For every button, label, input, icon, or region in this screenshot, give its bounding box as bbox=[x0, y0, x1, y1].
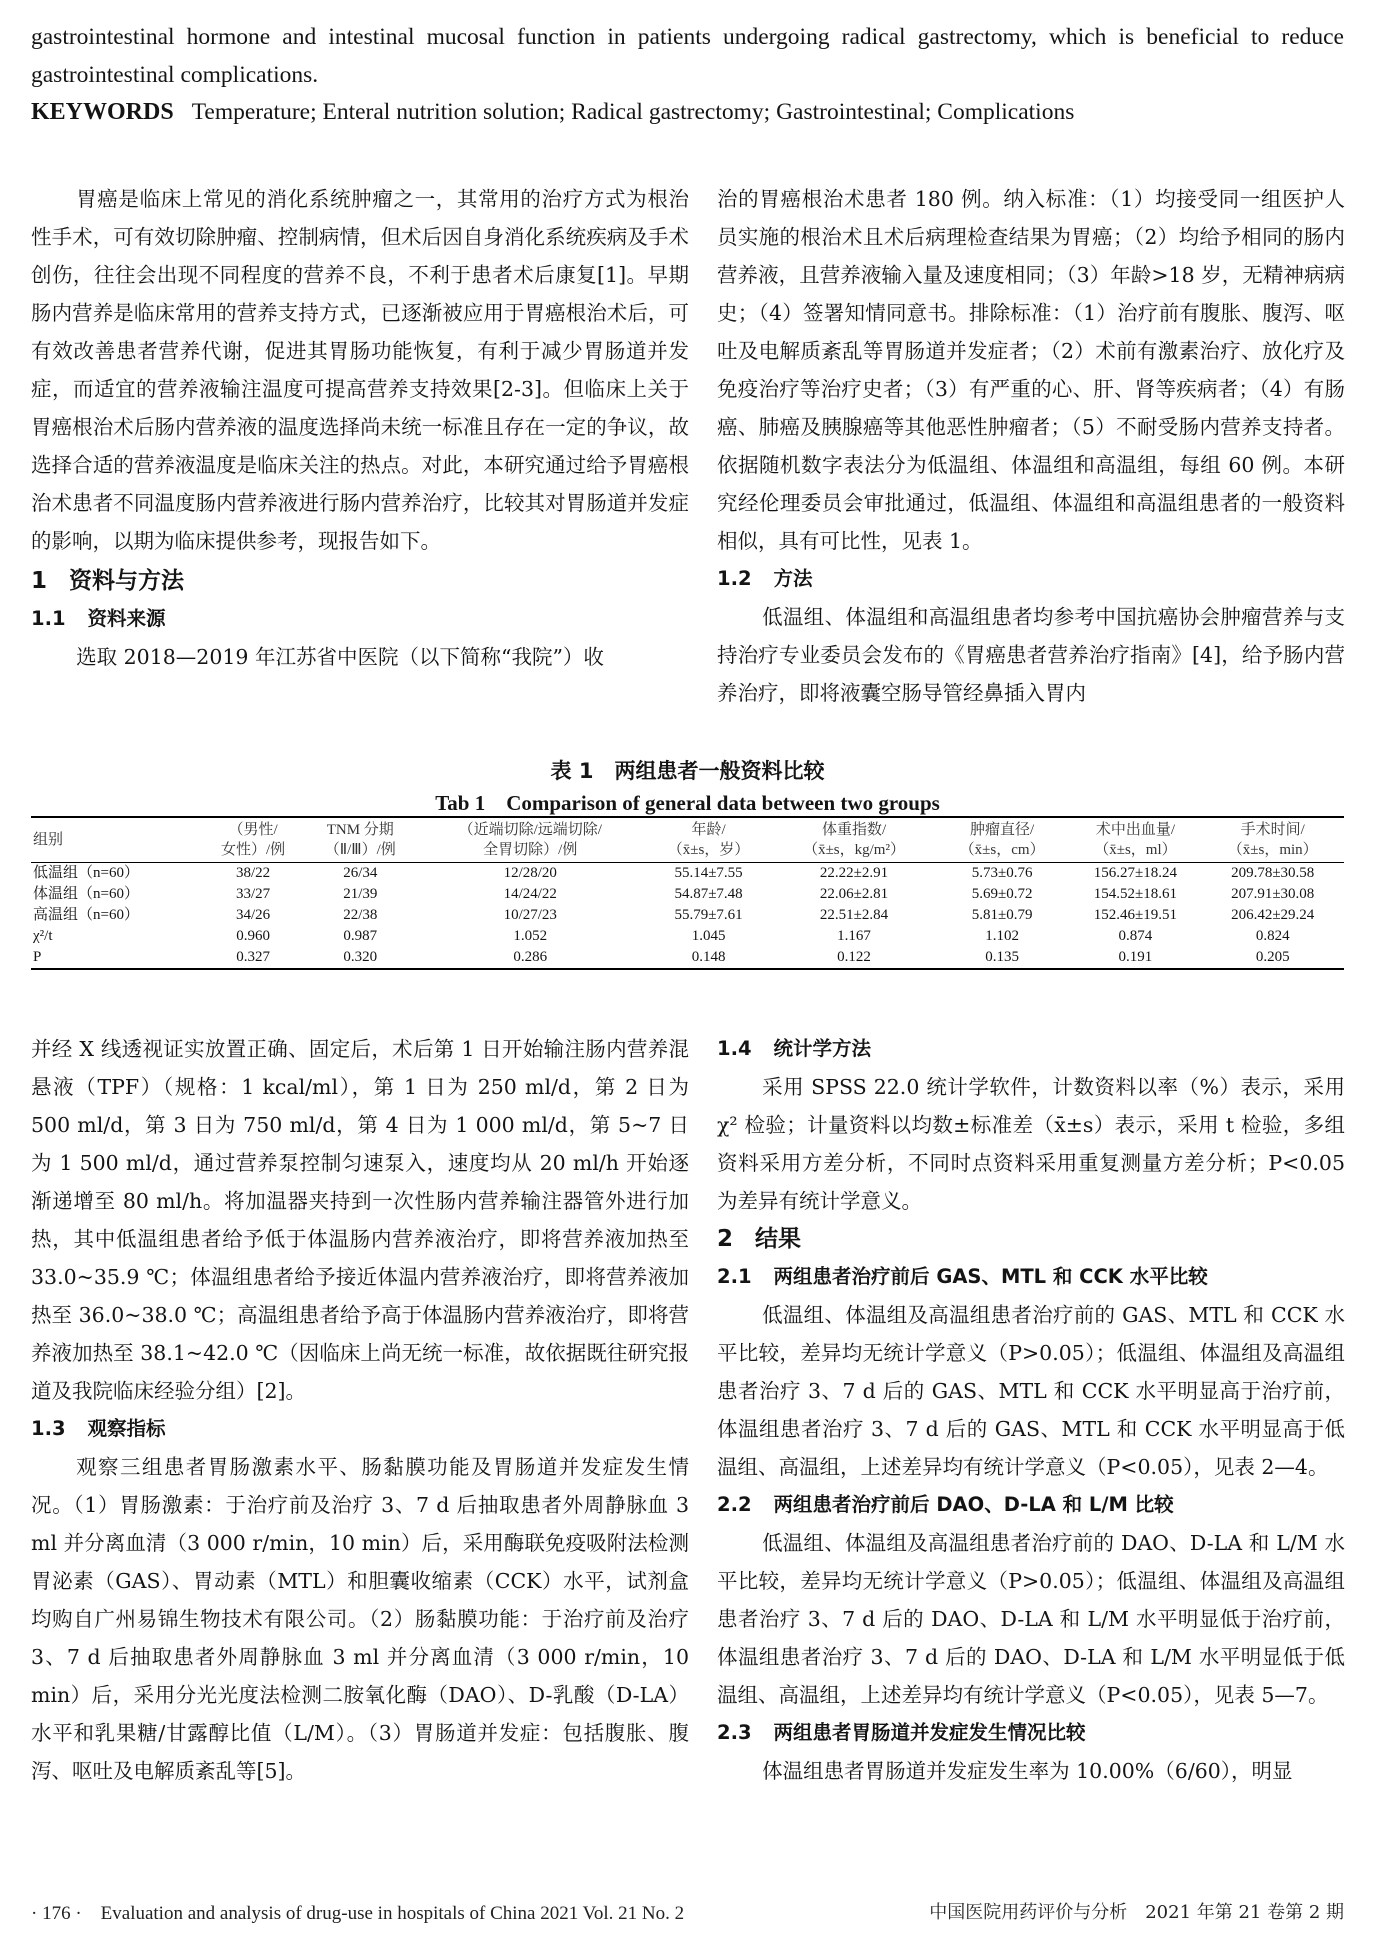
table-1-header-line: （x̄±s，min） bbox=[1227, 842, 1318, 858]
keywords-line bbox=[31, 99, 1344, 126]
table-1-title-en: Tab 1 Comparison of general data between two groups bbox=[435, 791, 940, 815]
table-cell: P bbox=[33, 949, 42, 965]
section-2-heading bbox=[717, 1220, 1345, 1258]
table-1-header-line: （男性/ bbox=[228, 822, 278, 838]
table-1-header-line: 体重指数/ bbox=[821, 822, 887, 838]
table-cell: 0.320 bbox=[343, 949, 378, 965]
table-1-header-line: 术中出血量/ bbox=[1095, 822, 1175, 838]
section-1-heading bbox=[31, 562, 689, 600]
table-cell: 22/38 bbox=[343, 907, 378, 923]
table-cell: 14/24/22 bbox=[503, 886, 557, 902]
table-cell: 156.27±18.24 bbox=[1093, 865, 1178, 881]
table-cell: 55.14±7.55 bbox=[674, 865, 743, 881]
subsection-1-3-heading bbox=[31, 1410, 689, 1448]
table-1-header-line: 肿瘤直径/ bbox=[970, 822, 1035, 838]
subsection-2-2-title: 两组患者治疗前后 DAO、D-LA 和 L/M 比较 bbox=[773, 1493, 1174, 1516]
table-cell: 209.78±30.58 bbox=[1231, 865, 1315, 881]
table-cell: 26/34 bbox=[343, 865, 378, 881]
table-1-header-line: （近端切除/远端切除/ bbox=[458, 822, 602, 838]
table-row bbox=[31, 947, 1344, 969]
subsection-2-2-number: 2.2 bbox=[717, 1493, 752, 1516]
table-cell: 0.824 bbox=[1255, 928, 1290, 944]
method-paragraph-cont: 并经 X 线透视证实放置正确、固定后，术后第 1 日开始输注肠内营养混悬液（TPF）（规格：1 kcal/ml），第 1 日为 250 ml/d，第 2 日为 500 ml/d，第 3 日为 750 ml/d，第 4 日为 1 000 ml/d，第 5~7 日为 1 500 ml/d，通过营养泵控制匀速泵入，速度均从 20 ml/h 开始逐渐递增至 80 ml/h。将加温器夹持到一次性肠内营养输注器管外进行加热，其中低温组患者给予低于体温肠内营养液治疗，即将营养液加热至 33.0~35.9 ℃；体温组患者给予接近体温内营养液治疗，即将营养液加热至 36.0~38.0 ℃；高温组患者给予高于体温肠内营养液治疗，即将营养液加热至 38.1~42.0 ℃（因临床上尚无统一标准，故依据既往研究报道及我院临床经验分组）[2]。 bbox=[31, 1037, 689, 1403]
table-cell: 1.167 bbox=[837, 928, 871, 944]
table-cell: 206.42±29.24 bbox=[1231, 907, 1315, 923]
abstract-tail: gastrointestinal hormone and intestinal mucosal function in patients undergoing radical gastrectomy, which is beneficial to reduce gastrointestinal complications. bbox=[31, 24, 1344, 88]
table-cell: 0.191 bbox=[1118, 949, 1153, 965]
table-cell: 1.102 bbox=[985, 928, 1019, 944]
table-cell: 207.91±30.08 bbox=[1231, 886, 1315, 902]
subsection-1-3-number: 1.3 bbox=[31, 1417, 66, 1440]
table-cell: 152.46±19.51 bbox=[1093, 907, 1178, 923]
method-paragraph-start: 低温组、体温组和高温组患者均参考中国抗癌协会肿瘤营养与支持治疗专业委员会发布的《胃癌患者营养治疗指南》[4]，给予肠内营养治疗，即将液囊空肠导管经鼻插入胃内 bbox=[717, 605, 1345, 705]
table-cell: 0.960 bbox=[236, 928, 270, 944]
table-cell: 高温组（n=60） bbox=[33, 907, 139, 923]
observation-paragraph: 观察三组患者胃肠激素水平、肠黏膜功能及胃肠道并发症发生情况。（1）胃肠激素：于治疗前及治疗 3、7 d 后抽取患者外周静脉血 3 ml 并分离血清（3 000 r/min，10 min）后，采用酶联免疫吸附法检测胃泌素（GAS）、胃动素（MTL）和胆囊收缩素（CCK）水平，试剂盒均购自广州易锦生物技术有限公司。（2）肠黏膜功能：于治疗前及治疗 3、7 d 后抽取患者外周静脉血 3 ml 并分离血清（3 000 r/min，10 min）后，采用分光光度法检测二胺氧化酶（DAO）、D-乳酸（D-LA）水平和乳果糖/甘露醇比值（L/M）。（3）胃肠道并发症：包括腹胀、腹泻、呕吐及电解质紊乱等[5]。 bbox=[31, 1455, 689, 1783]
table-cell: 0.327 bbox=[236, 949, 270, 965]
section-1-title: 资料与方法 bbox=[69, 568, 185, 594]
subsection-2-1-number: 2.1 bbox=[717, 1265, 752, 1288]
keywords-text: Temperature; Enteral nutrition solution; Radical gastrectomy; Gastrointestinal; Complications bbox=[191, 99, 1075, 125]
table-cell: 55.79±7.61 bbox=[674, 907, 743, 923]
table-1-header-line: （x̄±s，cm） bbox=[959, 842, 1045, 858]
table-1-header-line: 全胃切除）/例 bbox=[483, 842, 578, 858]
table-1-header-cell bbox=[1201, 817, 1344, 863]
table-1-header-cell bbox=[31, 817, 202, 863]
table-1-header-cell bbox=[773, 817, 935, 863]
table-cell: 0.148 bbox=[691, 949, 726, 965]
table-1-header-cell bbox=[1069, 817, 1201, 863]
result-2-1-paragraph: 低温组、体温组及高温组患者治疗前的 GAS、MTL 和 CCK 水平比较，差异均无统计学意义（P>0.05）；低温组、体温组及高温组患者治疗 3、7 d 后的 GAS、MTL 和 CCK 水平明显高于治疗前，体温组患者治疗 3、7 d 后的 GAS、MTL 和 CCK 水平明显高于低温组、高温组，上述差异均有统计学意义（P<0.05），见表 2—4。 bbox=[717, 1303, 1345, 1479]
table-1-header-line: TNM 分期 bbox=[326, 822, 394, 838]
table-cell: 体温组（n=60） bbox=[33, 886, 139, 902]
table-cell: 22.22±2.91 bbox=[819, 865, 889, 881]
result-2-2-paragraph: 低温组、体温组及高温组患者治疗前的 DAO、D-LA 和 L/M 水平比较，差异均无统计学意义（P>0.05）；低温组、体温组及高温组患者治疗 3、7 d 后的 DAO、D-LA 和 L/M 水平明显低于治疗前，体温组患者治疗 3、7 d 后的 DAO、D-LA 和 L/M 水平明显低于低温组、高温组，上述差异均有统计学意义（P<0.05），见表 5—7。 bbox=[717, 1531, 1345, 1707]
subsection-1-1-heading bbox=[31, 600, 689, 638]
table-cell: 22.06±2.81 bbox=[819, 886, 889, 902]
table-cell: 34/26 bbox=[235, 907, 271, 923]
table-cell: 低温组（n=60） bbox=[33, 865, 139, 881]
subsection-2-1-heading bbox=[717, 1258, 1345, 1296]
table-cell: 22.51±2.84 bbox=[819, 907, 889, 923]
table-cell: 1.052 bbox=[513, 928, 548, 944]
source-paragraph-cont: 治的胃癌根治术患者 180 例。纳入标准：（1）均接受同一组医护人员实施的根治术且术后病理检查结果为胃癌；（2）均给予相同的肠内营养液，且营养液输入量及速度相同；（3）年龄>18 岁，无精神病病史；（4）签署知情同意书。排除标准：（1）治疗前有腹胀、腹泻、呕吐及电解质紊乱等胃肠道并发症者；（2）术前有激素治疗、放化疗及免疫治疗等治疗史者；（3）有严重的心、肝、肾等疾病者；（4）有肠癌、肺癌及胰腺癌等其他恶性肿瘤者；（5）不耐受肠内营养支持者。依据随机数字表法分为低温组、体温组和高温组，每组 60 例。本研究经伦理委员会审批通过，低温组、体温组和高温组患者的一般资料相似，具有可比性，见表 1。 bbox=[717, 187, 1345, 553]
table-1-header-line: 组别 bbox=[33, 832, 64, 848]
table-cell: 0.874 bbox=[1118, 928, 1153, 944]
left-column-top bbox=[31, 180, 689, 676]
intro-paragraph: 胃癌是临床上常见的消化系统肿瘤之一，其常用的治疗方式为根治性手术，可有效切除肿瘤、控制病情，但术后因自身消化系统疾病及手术创伤，往往会出现不同程度的营养不良，不利于患者术后康复[1]。早期肠内营养是临床常用的营养支持方式，已逐渐被应用于胃癌根治术后，可有效改善患者营养代谢，促进其胃肠功能恢复，有利于减少胃肠道并发症，而适宜的营养液输注温度可提高营养支持效果[2-3]。但临床上关于胃癌根治术后肠内营养液的温度选择尚未统一标准且存在一定的争议，故选择合适的营养液温度是临床关注的热点。对此，本研究通过给予胃癌根治术患者不同温度肠内营养液进行肠内营养治疗，比较其对胃肠道并发症的影响，以期为临床提供参考，现报告如下。 bbox=[31, 187, 689, 553]
table-cell: 5.81±0.79 bbox=[971, 907, 1033, 923]
table-row bbox=[31, 926, 1344, 947]
subsection-1-2-heading bbox=[717, 560, 1345, 598]
subsection-1-4-heading bbox=[717, 1030, 1345, 1068]
table-1 bbox=[31, 816, 1344, 970]
table-1-grid bbox=[31, 816, 1344, 970]
table-1-title-cn: 表 1 两组患者一般资料比较 bbox=[550, 759, 825, 783]
table-1-header-line: 年龄/ bbox=[691, 822, 726, 838]
table-row bbox=[31, 863, 1344, 885]
section-2-title: 结果 bbox=[755, 1226, 802, 1252]
table-cell: 0.122 bbox=[837, 949, 871, 965]
section-1-number: 1 bbox=[31, 568, 48, 594]
table-1-header-line: （x̄±s，岁） bbox=[667, 842, 750, 858]
table-cell: 0.286 bbox=[513, 949, 548, 965]
table-1-header-line: （x̄±s，kg/m²） bbox=[803, 842, 905, 858]
table-cell: 0.987 bbox=[343, 928, 378, 944]
table-cell: 21/39 bbox=[343, 886, 378, 902]
table-row bbox=[31, 884, 1344, 905]
subsection-2-3-heading bbox=[717, 1714, 1345, 1752]
subsection-1-2-title: 方法 bbox=[773, 567, 813, 590]
subsection-1-4-number: 1.4 bbox=[717, 1037, 752, 1060]
subsection-1-4-title: 统计学方法 bbox=[773, 1037, 872, 1060]
subsection-2-2-heading bbox=[717, 1486, 1345, 1524]
keywords-label: KEYWORDS bbox=[31, 99, 174, 125]
right-column-top bbox=[717, 180, 1345, 712]
right-column-bottom bbox=[717, 1030, 1345, 1790]
table-cell: 5.69±0.72 bbox=[971, 886, 1033, 902]
table-1-header-cell bbox=[202, 817, 304, 863]
table-1-header-line: （Ⅱ/Ⅲ）/例 bbox=[324, 842, 396, 858]
table-1-header-line: 手术时间/ bbox=[1240, 822, 1305, 838]
table-1-header-cell bbox=[417, 817, 644, 863]
table-cell: 0.135 bbox=[985, 949, 1019, 965]
left-column-bottom bbox=[31, 1030, 689, 1790]
table-1-header-cell bbox=[644, 817, 773, 863]
table-cell: 54.87±7.48 bbox=[674, 886, 743, 902]
section-2-number: 2 bbox=[717, 1226, 734, 1252]
table-cell: 5.73±0.76 bbox=[971, 865, 1033, 881]
table-1-header-cell bbox=[304, 817, 417, 863]
subsection-1-3-title: 观察指标 bbox=[87, 1417, 166, 1440]
subsection-2-1-title: 两组患者治疗前后 GAS、MTL 和 CCK 水平比较 bbox=[773, 1265, 1208, 1288]
result-2-3-paragraph: 体温组患者胃肠道并发症发生率为 10.00%（6/60），明显 bbox=[762, 1759, 1293, 1783]
subsection-1-1-number: 1.1 bbox=[31, 607, 66, 630]
table-cell: 38/22 bbox=[235, 865, 271, 881]
table-cell: 154.52±18.61 bbox=[1093, 886, 1178, 902]
table-cell: χ²/t bbox=[33, 928, 53, 944]
table-cell: 10/27/23 bbox=[503, 907, 557, 923]
table-cell: 0.205 bbox=[1255, 949, 1290, 965]
table-cell: 12/28/20 bbox=[503, 865, 557, 881]
table-row bbox=[31, 905, 1344, 926]
table-1-header-line: 女性）/例 bbox=[220, 842, 286, 858]
table-1-header-line: （x̄±s，ml） bbox=[1094, 842, 1177, 858]
subsection-1-1-title: 资料来源 bbox=[87, 607, 166, 630]
footer-left: · 176 · Evaluation and analysis of drug-use in hospitals of China 2021 Vol. 21 No. 2 bbox=[31, 1903, 685, 1924]
statistics-paragraph: 采用 SPSS 22.0 统计学软件，计数资料以率（%）表示，采用χ² 检验；计量资料以均数±标准差（x̄±s）表示，采用 t 检验，多组资料采用方差分析，不同时点资料采用重复测量方差分析；P<0.05 为差异有统计学意义。 bbox=[717, 1075, 1345, 1213]
table-cell: 33/27 bbox=[235, 886, 271, 902]
subsection-2-3-title: 两组患者胃肠道并发症发生情况比较 bbox=[773, 1721, 1086, 1744]
subsection-2-3-number: 2.3 bbox=[717, 1721, 752, 1744]
subsection-1-2-number: 1.2 bbox=[717, 567, 752, 590]
footer-right: 中国医院用药评价与分析 2021 年第 21 卷第 2 期 bbox=[929, 1902, 1344, 1923]
table-1-header-cell bbox=[935, 817, 1070, 863]
source-paragraph-start: 选取 2018—2019 年江苏省中医院（以下简称“我院”）收 bbox=[76, 645, 604, 669]
table-cell: 1.045 bbox=[691, 928, 726, 944]
